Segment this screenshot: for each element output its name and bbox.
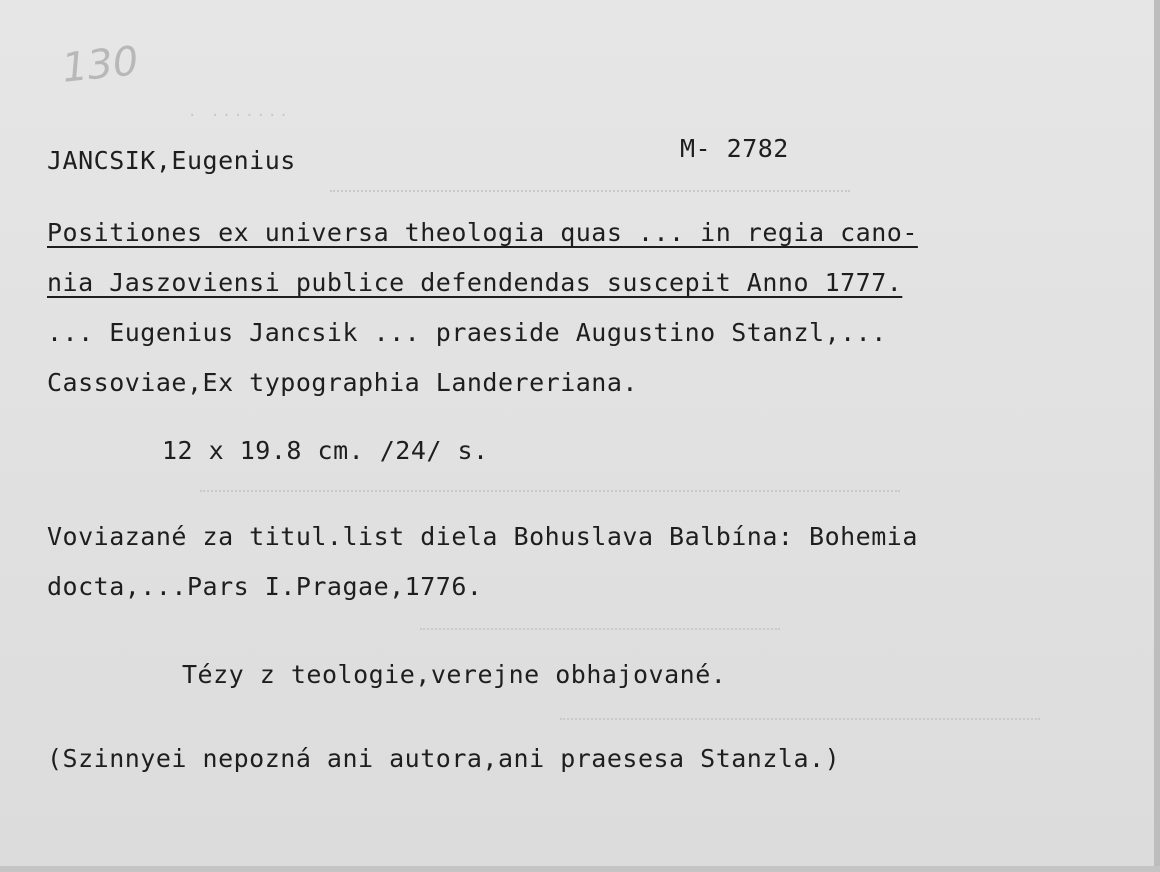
bleed-through-dots	[330, 190, 850, 193]
title-line-1: Positiones ex universa theologia quas ... in regia cano-	[47, 218, 918, 247]
statement-line: ... Eugenius Jancsik ... praeside Augustino Stanzl,...	[47, 318, 887, 347]
card-edge-right	[1154, 0, 1160, 872]
note-szinnyei: (Szinnyei nepozná ani autora,ani praesesa Stanzla.)	[47, 744, 841, 773]
author-heading: JANCSIK,Eugenius	[47, 146, 296, 175]
call-number: M- 2782	[680, 134, 789, 163]
card-edge-bottom	[0, 866, 1160, 872]
note-bound-with-line-1: Voviazané za titul.list diela Bohuslava Balbína: Bohemia	[47, 522, 918, 551]
note-bound-with-line-2: docta,...Pars I.Pragae,1776.	[47, 572, 483, 601]
bleed-through-dots	[560, 718, 1040, 721]
bleed-through-dots	[420, 628, 780, 631]
title-line-2: nia Jaszoviensi publice defendendas suscepit Anno 1777.	[47, 268, 903, 297]
pencil-number: 130	[59, 38, 141, 92]
note-theses: Tézy z teologie,verejne obhajované.	[182, 660, 727, 689]
imprint-line: Cassoviae,Ex typographia Landereriana.	[47, 368, 638, 397]
physical-description: 12 x 19.8 cm. /24/ s.	[162, 436, 489, 465]
bleed-through-dots	[200, 490, 900, 493]
bleed-through-text: · ·······	[188, 108, 291, 124]
